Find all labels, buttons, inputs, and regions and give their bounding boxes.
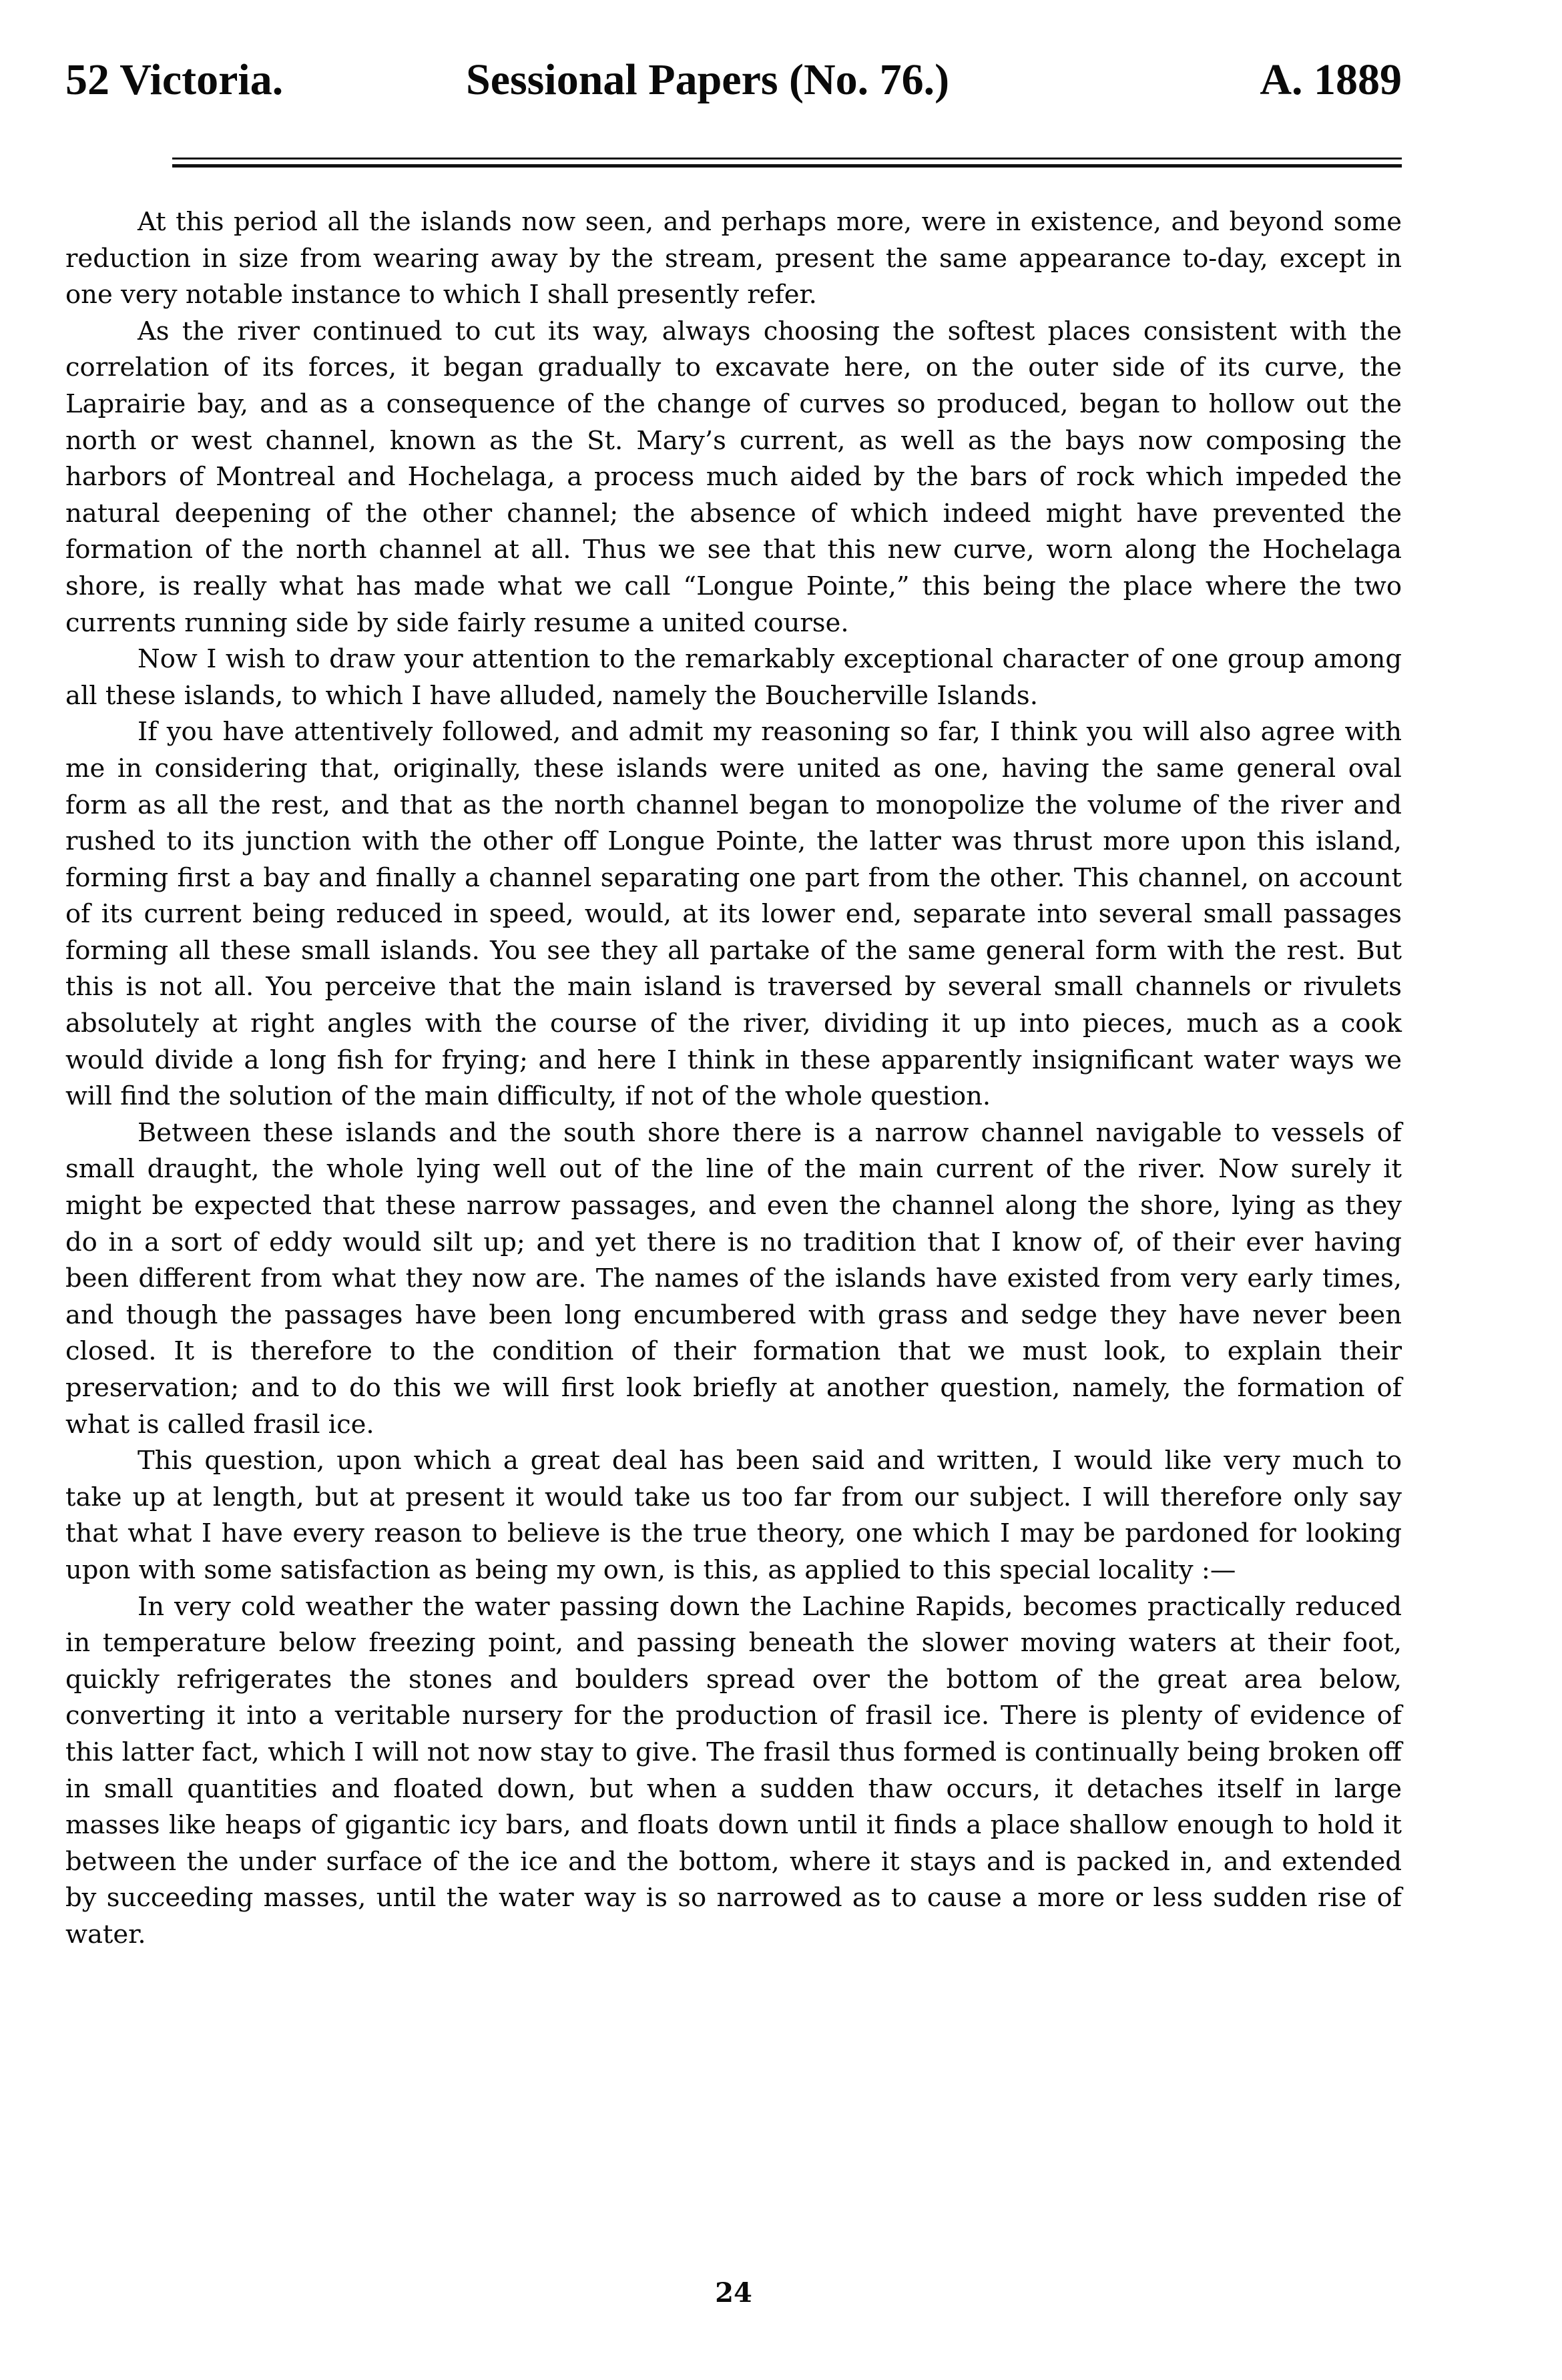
document-page xyxy=(65,40,1402,2349)
running-header xyxy=(65,40,1402,120)
paragraph: Now I wish to draw your attention to the remarkably exceptional character of one group among all these islands, to which I have alluded, namely the Boucherville Islands. xyxy=(65,644,1402,711)
paragraph: This question, upon which a great deal has been said and written, I would like very much to take up at length, but at present it would take us too far from our subject. I will therefore only say that what I have every reason to believe is the true theory, one which I may be pardoned for looking upon with some satisfaction as being my own, is this, as applied to this special locality :— xyxy=(65,1446,1402,1585)
paragraph: As the river continued to cut its way, always choosing the softest places consistent with the correlation of its forces, it began gradually to excavate here, on the outer side of its curve, the Laprairie bay, and as a consequence of the change of curves so produced, began to hollow out the north or west channel, known as the St. Mary’s current, as well as the bays now composing the harbors of Montreal and Hochelaga, a process much aided by the bars of rock which impeded the natural deepening of the other channel; the absence of which indeed might have prevented the formation of the north channel at all. Thus we see that this new curve, worn along the Hochelaga shore, is really what has made what we call “Longue Pointe,” this being the place where the two currents running side by side fairly resume a united course. xyxy=(65,316,1402,638)
header-year: A. 1889 xyxy=(1260,55,1402,104)
header-volume: 52 Victoria. xyxy=(65,55,284,104)
header-rule-thin xyxy=(172,158,1402,160)
paragraph: In very cold weather the water passing down the Lachine Rapids, becomes practically reduced in temperature below freezing point, and passing beneath the slower moving waters at their foot, quickly refrigerates the stones and boulders spread over the bottom of the great area below, converting it into a veritable nursery for the production of frasil ice. There is plenty of evidence of this latter fact, which I will not now stay to give. The frasil thus formed is continually being broken off in small quantities and floated down, but when a sudden thaw occurs, it detaches itself in large masses like heaps of gigantic icy bars, and floats down until it finds a place shallow enough to hold it between the under surface of the ice and the bottom, where it stays and is packed in, and extended by succeeding masses, until the water way is so narrowed as to cause a more or less sudden rise of water. xyxy=(65,1591,1402,1950)
header-rule-thick xyxy=(172,164,1402,168)
paragraph: If you have attentively followed, and admit my reasoning so far, I think you will also agree with me in considering that, originally, these islands were united as one, having the same general oval form as all the rest, and that as the north channel began to monopolize the volume of the river and rushed to its junction with the other off Longue Pointe, the latter was thrust more upon this island, forming first a bay and finally a channel separating one part from the other. This channel, on account of its current being reduced in speed, would, at its lower end, separate into several small passages forming all these small islands. You see they all partake of the same general form with the rest. But this is not all. You perceive that the main island is traversed by several small channels or rivulets absolutely at right angles with the course of the river, dividing it up into pieces, much as a cook would divide a long fish for frying; and here I think in these apparently insignificant water ways we will find the solution of the main difficulty, if not of the whole question. xyxy=(65,717,1402,1112)
paragraph: Between these islands and the south shore there is a narrow channel navigable to vessels of small draught, the whole lying well out of the line of the main current of the river. Now surely it might be expected that these narrow passages, and even the channel along the shore, lying as they do in a sort of eddy would silt up; and yet there is no tradition that I know of, of their ever having been different from what they now are. The names of the islands have existed from very early times, and though the passages have been long encumbered with grass and sedge they have never been closed. It is therefore to the condition of their formation that we must look, to explain their preservation; and to do this we will first look briefly at another question, namely, the formation of what is called frasil ice. xyxy=(65,1117,1402,1440)
body-text xyxy=(65,204,1402,1954)
header-title: Sessional Papers (No. 76.) xyxy=(466,55,950,104)
header-rule xyxy=(65,158,1402,184)
paragraph: At this period all the islands now seen, and perhaps more, were in existence, and beyond some reduction in size from wearing away by the stream, present the same appearance to-day, except in one very notable instance to which I shall presently refer. xyxy=(65,207,1402,310)
page-number: 24 xyxy=(715,2277,752,2309)
